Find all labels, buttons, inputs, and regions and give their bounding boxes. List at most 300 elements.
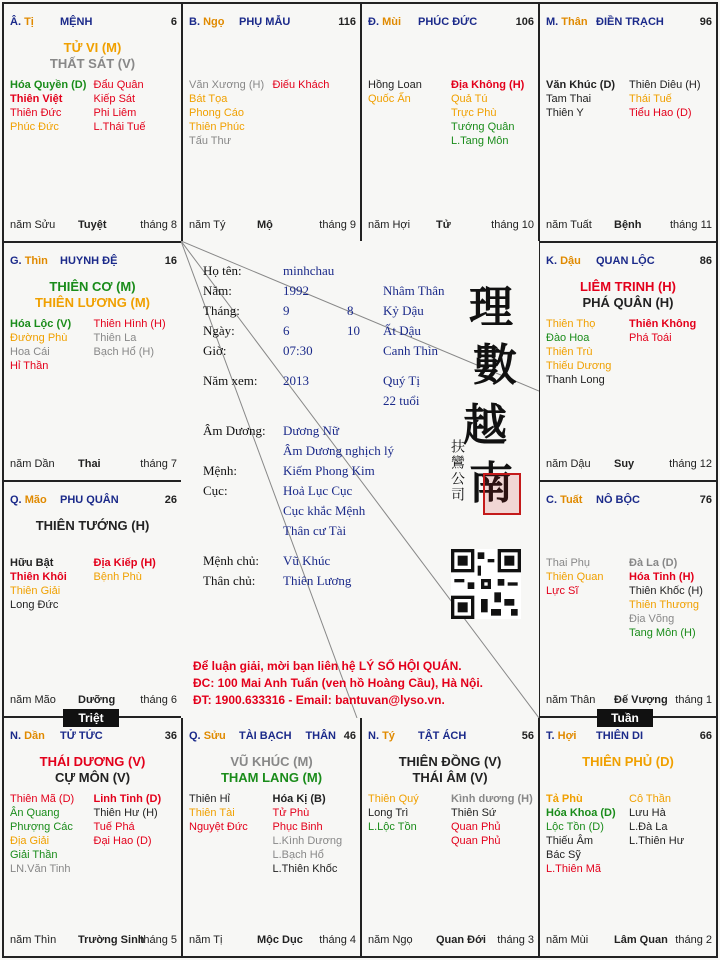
- star-column-left: [189, 792, 273, 876]
- star-column-right: [94, 78, 178, 134]
- footer-stage: Trường Sinh: [78, 934, 145, 946]
- footer-month: tháng 10: [491, 219, 534, 231]
- minor-star: Hóa Khoa (D): [546, 807, 616, 819]
- minor-star: Thiên Thương: [629, 599, 700, 611]
- minor-star: L.Tang Môn: [451, 135, 509, 147]
- minor-star: Tiểu Hao (D): [629, 107, 692, 119]
- calligraphy-char-4: 南: [469, 458, 513, 509]
- minor-star: Long Đức: [10, 599, 59, 611]
- palace-can: C.: [546, 494, 557, 506]
- minor-star: L.Thiên Khốc: [272, 863, 338, 875]
- palace-header: [189, 16, 356, 30]
- palace-chi: Tuất: [560, 494, 583, 506]
- month-lunar: 8: [347, 303, 354, 318]
- minor-star: Hóa Lộc (V): [10, 318, 72, 330]
- palace-header: [546, 494, 712, 508]
- palace-number: 56: [521, 730, 534, 742]
- main-star: THẤT SÁT (V): [49, 56, 136, 71]
- minor-star: Thiên Tài: [189, 807, 235, 819]
- minor-star: Thiên Quý: [368, 793, 419, 805]
- minor-star: Hóa Kị (B): [272, 793, 326, 805]
- palace-footer: [546, 694, 712, 708]
- minor-star: Long Trì: [368, 807, 409, 819]
- palace-name: TÀI BẠCH: [239, 730, 292, 742]
- day-canchi: Ất Dậu: [383, 323, 421, 338]
- star-column-left: [10, 792, 94, 876]
- palace-dau: [538, 241, 718, 482]
- minor-star: Quả Tú: [451, 93, 488, 105]
- minor-star: Đại Hao (D): [93, 835, 152, 847]
- minor-star: Thanh Long: [546, 374, 605, 386]
- star-column-left: [10, 317, 94, 373]
- minor-star: Kiếp Sát: [93, 93, 136, 105]
- than-marker: THÂN: [305, 730, 336, 742]
- star-column-right: [451, 792, 534, 848]
- minor-stars: [10, 792, 177, 876]
- minor-star: L.Bạch Hổ: [272, 849, 324, 861]
- minor-star: Thiên Quan: [546, 571, 604, 583]
- footer-year: năm Mùi: [546, 934, 589, 946]
- palace-than: [538, 2, 718, 243]
- minor-star: Giải Thần: [10, 849, 58, 861]
- contact-address: ĐC: 100 Mai Anh Tuấn (ven hồ Hoàng Cầu), Hà Nội.: [193, 676, 484, 690]
- minor-star: Thiên Sứ: [451, 807, 497, 819]
- cuc-note: Cục khắc Mệnh: [283, 503, 366, 518]
- palace-footer: [10, 458, 177, 472]
- palace-number: 116: [338, 16, 356, 28]
- minor-star: Lộc Tồn (D): [546, 821, 604, 833]
- star-column-left: [368, 78, 451, 148]
- name-label: Họ tên:: [203, 263, 242, 278]
- main-star: THÁI DƯƠNG (V): [39, 754, 146, 769]
- palace-header: [546, 16, 712, 30]
- minor-star: Tuế Phá: [93, 821, 135, 833]
- minor-star: LN.Văn Tinh: [10, 863, 71, 875]
- minor-star: Thiên Phúc: [189, 121, 245, 133]
- footer-year: năm Tuất: [546, 219, 592, 231]
- footer-stage: Quan Đới: [436, 934, 486, 946]
- minor-stars: [189, 78, 356, 148]
- palace-header: [10, 255, 177, 269]
- footer-year: năm Mão: [10, 694, 56, 706]
- minor-star: Địa Không (H): [451, 79, 525, 91]
- palace-chi: Hợi: [557, 730, 577, 742]
- minor-star: Nguyệt Đức: [189, 821, 248, 833]
- minor-star: Quan Phủ: [451, 835, 501, 847]
- footer-stage: Đế Vượng: [614, 694, 668, 706]
- amduong-note: Âm Dương nghịch lý: [283, 443, 395, 458]
- palace-number: 26: [164, 494, 177, 506]
- star-column-right: [451, 78, 534, 148]
- calligraphy-char-3: 越: [463, 400, 507, 451]
- footer-stage: Bệnh: [614, 219, 642, 231]
- palace-tuat: [538, 480, 718, 718]
- palace-name: HUYNH ĐỆ: [60, 255, 118, 267]
- main-star: THIÊN CƠ (M): [49, 279, 136, 294]
- palace-suu: [181, 716, 362, 958]
- minor-star: Linh Tinh (D): [93, 793, 162, 805]
- footer-stage: Dưỡng: [78, 694, 116, 706]
- palace-name: TẬT ÁCH: [418, 730, 467, 742]
- footer-stage: Mộ: [257, 219, 273, 231]
- palace-name: ĐIỀN TRẠCH: [596, 16, 664, 28]
- star-column-left: [546, 78, 629, 120]
- footer-month: tháng 1: [675, 694, 712, 706]
- month-label: Tháng:: [203, 303, 240, 318]
- palace-chi: Ngọ: [203, 16, 225, 28]
- minor-star: Phá Toái: [629, 332, 672, 344]
- footer-month: tháng 8: [140, 219, 177, 231]
- palace-number: 6: [170, 16, 177, 28]
- minor-star: Bạch Hổ (H): [93, 346, 155, 358]
- minor-star: Thiên Y: [546, 107, 584, 119]
- menh-value: Kiếm Phong Kim: [283, 463, 375, 478]
- minor-star: Đào Hoa: [546, 332, 590, 344]
- footer-year: năm Thân: [546, 694, 596, 706]
- minor-star: Đẩu Quân: [93, 79, 144, 91]
- minor-stars: [10, 78, 177, 134]
- minor-star: Tấu Thư: [189, 135, 232, 147]
- minor-star: Hoa Cái: [10, 346, 50, 358]
- minor-star: Phục Binh: [272, 821, 323, 833]
- footer-month: tháng 4: [319, 934, 356, 946]
- footer-stage: Tuyệt: [78, 219, 107, 231]
- minor-star: Thiên La: [93, 332, 137, 344]
- footer-year: năm Tị: [189, 934, 223, 946]
- minor-star: Phượng Các: [10, 821, 73, 833]
- minor-star: Thiên Việt: [10, 93, 63, 105]
- palace-header: [10, 730, 177, 744]
- star-column-right: [94, 317, 178, 373]
- amduong-value: Dương Nữ: [283, 423, 339, 438]
- menh-chu-label: Mệnh chủ:: [203, 553, 259, 568]
- star-column-right: [94, 556, 178, 612]
- palace-ty: [2, 2, 183, 243]
- minor-star: Thiếu Âm: [546, 835, 594, 847]
- palace-footer: [546, 219, 712, 233]
- minor-stars: [10, 317, 177, 373]
- palace-footer: [368, 934, 534, 948]
- palace-ngo: [181, 2, 362, 243]
- minor-star: L.Thiên Hư: [629, 835, 685, 847]
- palace-footer: [10, 219, 177, 233]
- main-star: PHÁ QUÂN (H): [582, 295, 674, 310]
- palace-can: N.: [368, 730, 379, 742]
- palace-can: M.: [546, 16, 559, 28]
- palace-can: Q.: [189, 730, 201, 742]
- tuan-badge: Tuần: [597, 709, 653, 727]
- calligraphy-char-2: 數: [473, 340, 517, 391]
- footer-month: tháng 9: [319, 219, 356, 231]
- main-star: THIÊN LƯƠNG (M): [34, 295, 151, 310]
- palace-can: G.: [10, 255, 22, 267]
- than-chu-label: Thân chủ:: [203, 573, 256, 588]
- minor-star: Tam Thai: [546, 93, 592, 105]
- minor-stars: [546, 78, 712, 120]
- footer-year: năm Tý: [189, 219, 226, 231]
- palace-number: 66: [699, 730, 712, 742]
- year-canchi: Nhâm Thân: [383, 283, 445, 298]
- footer-month: tháng 6: [140, 694, 177, 706]
- palace-thin: [2, 241, 183, 482]
- minor-star: Bệnh Phù: [93, 571, 142, 583]
- age: 22 tuổi: [383, 393, 420, 408]
- palace-footer: [189, 934, 356, 948]
- minor-star: Lực Sĩ: [546, 585, 579, 597]
- red-seal-icon: [483, 473, 521, 515]
- minor-star: Thiên Khôi: [10, 571, 67, 583]
- palace-header: [546, 255, 712, 269]
- palace-header: [10, 16, 177, 30]
- year-value: 1992: [283, 283, 309, 298]
- minor-star: Tang Môn (H): [629, 627, 696, 639]
- main-star: THIÊN PHỦ (D): [582, 754, 674, 769]
- main-star: VŨ KHÚC (M): [230, 754, 313, 769]
- minor-star: Trực Phù: [451, 107, 497, 119]
- palace-number: 106: [515, 16, 534, 28]
- star-column-left: [368, 792, 451, 848]
- star-column-left: [189, 78, 273, 148]
- star-column-right: [629, 792, 712, 876]
- main-star: TỬ VI (M): [63, 40, 122, 55]
- hour-label: Giờ:: [203, 343, 227, 358]
- minor-stars: [546, 317, 712, 387]
- hour-canchi: Canh Thìn: [383, 343, 439, 358]
- footer-stage: Thai: [78, 458, 101, 470]
- footer-year: năm Ngọ: [368, 934, 413, 946]
- than-cu-note: Thân cư Tài: [283, 523, 347, 538]
- minor-star: Thiên Mã (D): [10, 793, 75, 805]
- palace-chi: Thân: [561, 16, 588, 28]
- month-value: 9: [283, 303, 290, 318]
- palace-name: PHỤ MẪU: [239, 16, 291, 28]
- palace-name: THIÊN DI: [596, 730, 644, 742]
- footer-month: tháng 5: [140, 934, 177, 946]
- minor-star: Thiên Hư (H): [93, 807, 158, 819]
- palace-ty2: [360, 716, 540, 958]
- footer-stage: Mộc Dục: [257, 934, 303, 946]
- minor-star: Địa Giải: [10, 835, 50, 847]
- palace-chi: Sửu: [203, 730, 226, 742]
- minor-star: Tướng Quân: [451, 121, 515, 133]
- minor-stars: [368, 792, 534, 848]
- minor-star: Thiên Hỉ: [189, 793, 230, 805]
- cuc-label: Cục:: [203, 483, 228, 498]
- palace-dan: [2, 716, 183, 958]
- star-column-right: [629, 556, 712, 640]
- year-label: Năm:: [203, 283, 232, 298]
- triet-badge: Triệt: [63, 709, 119, 727]
- footer-year: năm Hợi: [368, 219, 411, 231]
- minor-stars: [546, 792, 712, 876]
- palace-header: [546, 730, 712, 744]
- main-star: THÁI ÂM (V): [412, 770, 488, 785]
- palace-mui: [360, 2, 540, 243]
- day-lunar: 10: [347, 323, 360, 338]
- palace-hoi: [538, 716, 718, 958]
- palace-number: 96: [699, 16, 712, 28]
- minor-star: Thiên Thọ: [546, 318, 596, 330]
- minor-star: Thiên Giải: [10, 585, 61, 597]
- cuc-value: Hoả Lục Cục: [283, 483, 353, 498]
- minor-star: Đà La (D): [629, 557, 678, 569]
- star-column-right: [629, 78, 712, 120]
- minor-star: Thiên Diêu (H): [629, 79, 701, 91]
- main-star: LIÊM TRINH (H): [579, 279, 677, 294]
- palace-chi: Mão: [24, 494, 47, 506]
- palace-can: K.: [546, 255, 557, 267]
- palace-name: MỆNH: [60, 16, 93, 28]
- minor-star: Quốc Ấn: [368, 93, 411, 105]
- contact-line-1: Để luận giải, mời bạn liên hệ LÝ SỐ HỘI QUÁN.: [193, 659, 462, 673]
- minor-star: Thiên Đức: [10, 107, 62, 119]
- main-star: THAM LANG (M): [220, 770, 323, 785]
- minor-star: Phi Liêm: [93, 107, 137, 119]
- minor-star: Tả Phù: [546, 793, 583, 805]
- star-column-right: [629, 317, 712, 387]
- star-column-right: [273, 78, 357, 148]
- minor-star: Thiên Trù: [546, 346, 593, 358]
- minor-star: Phúc Đức: [10, 121, 59, 133]
- main-star: CỰ MÔN (V): [54, 770, 131, 785]
- minor-star: Tử Phù: [272, 807, 310, 819]
- footer-year: năm Sửu: [10, 219, 56, 231]
- palace-header: [368, 730, 534, 744]
- palace-name: QUAN LỘC: [596, 255, 655, 267]
- day-label: Ngày:: [203, 323, 235, 338]
- view-year-label: Năm xem:: [203, 373, 258, 388]
- month-canchi: Kỷ Dậu: [383, 303, 424, 318]
- minor-star: L.Đà La: [629, 821, 668, 833]
- minor-star: Phong Cáo: [189, 107, 245, 119]
- minor-star: Địa Kiếp (H): [93, 557, 156, 569]
- minor-star: Địa Võng: [629, 613, 675, 625]
- main-star: THIÊN TƯỚNG (H): [35, 518, 150, 533]
- footer-month: tháng 3: [497, 934, 534, 946]
- palace-can: Â.: [10, 16, 21, 28]
- view-year-value: 2013: [283, 373, 309, 388]
- minor-star: Thiên Khốc (H): [629, 585, 703, 597]
- palace-number: 86: [699, 255, 712, 267]
- palace-number: 76: [699, 494, 712, 506]
- footer-stage: Suy: [614, 458, 635, 470]
- palace-header: [368, 16, 534, 30]
- minor-star: Hồng Loan: [368, 79, 422, 91]
- palace-can: T.: [546, 730, 555, 742]
- view-year-canchi: Quý Tị: [383, 373, 420, 388]
- palace-footer: [189, 219, 356, 233]
- palace-mao: [2, 480, 183, 718]
- star-column-left: [10, 78, 94, 134]
- minor-star: L.Thái Tuế: [93, 121, 146, 133]
- palace-name: PHU QUÂN: [60, 494, 119, 506]
- palace-header: [10, 494, 177, 508]
- name-value: minhchau: [283, 263, 335, 278]
- star-column-left: [546, 317, 629, 387]
- minor-star: Thái Tuế: [629, 93, 672, 105]
- minor-star: Bát Tọa: [189, 93, 228, 105]
- palace-chi: Mùi: [382, 16, 402, 28]
- palace-can: N.: [10, 730, 21, 742]
- palace-chi: Thìn: [24, 255, 48, 267]
- palace-can: B.: [189, 16, 200, 28]
- main-star: THIÊN ĐỒNG (V): [398, 754, 502, 769]
- minor-star: Bác Sỹ: [546, 849, 581, 861]
- star-column-left: [10, 556, 94, 612]
- palace-footer: [10, 934, 177, 948]
- minor-star: Hóa Quyền (D): [10, 79, 87, 91]
- palace-can: Đ.: [368, 16, 379, 28]
- minor-stars: [546, 556, 712, 640]
- footer-stage: Lâm Quan: [614, 934, 668, 946]
- star-column-right: [94, 792, 178, 876]
- palace-name: PHÚC ĐỨC: [418, 16, 478, 28]
- palace-footer: [546, 458, 712, 472]
- minor-stars: [10, 556, 177, 612]
- contact-phone-email: ĐT: 1900.633316 - Email: bantuvan@lyso.vn.: [193, 693, 445, 707]
- than-chu-value: Thiên Lương: [283, 573, 352, 588]
- palace-header: [189, 730, 356, 744]
- palace-footer: [368, 219, 534, 233]
- minor-star: L.Lộc Tồn: [368, 821, 417, 833]
- footer-month: tháng 11: [669, 219, 712, 231]
- minor-star: Thai Phụ: [546, 557, 591, 569]
- palace-name: NÔ BỘC: [596, 494, 640, 506]
- palace-number: 16: [164, 255, 177, 267]
- minor-star: Đường Phù: [10, 332, 68, 344]
- day-value: 6: [283, 323, 290, 338]
- minor-star: Kình dương (H): [451, 793, 533, 805]
- minor-star: L.Thiên Mã: [546, 863, 602, 875]
- minor-star: Lưu Hà: [629, 807, 666, 819]
- palace-name: TỬ TỨC: [60, 730, 103, 742]
- star-column-left: [546, 792, 629, 876]
- footer-month: tháng 2: [675, 934, 712, 946]
- minor-star: Thiên Không: [629, 318, 697, 330]
- minor-star: Cô Thần: [629, 793, 671, 805]
- palace-number: 36: [164, 730, 177, 742]
- palace-footer: [10, 694, 177, 708]
- hour-value: 07:30: [283, 343, 313, 358]
- footer-month: tháng 12: [669, 458, 712, 470]
- minor-star: Thiếu Dương: [546, 360, 612, 372]
- menh-chu-value: Vũ Khúc: [283, 553, 331, 568]
- calligraphy-small: 扶鸞公司: [449, 439, 465, 503]
- palace-can: Q.: [10, 494, 22, 506]
- palace-chi: Dần: [24, 730, 45, 742]
- minor-star: Văn Khúc (D): [546, 79, 616, 91]
- minor-stars: [189, 792, 356, 876]
- star-column-left: [546, 556, 629, 640]
- footer-year: năm Dần: [10, 458, 55, 470]
- minor-star: L.Kình Dương: [272, 835, 343, 847]
- palace-number: 46: [343, 730, 356, 742]
- footer-year: năm Dậu: [546, 458, 591, 470]
- palace-footer: [546, 934, 712, 948]
- minor-star: Ân Quang: [10, 807, 60, 819]
- calligraphy-char-1: 理: [469, 282, 513, 333]
- minor-stars: [368, 78, 534, 148]
- palace-chi: Tị: [24, 16, 34, 28]
- amduong-label: Âm Dương:: [203, 423, 266, 438]
- minor-star: Hỉ Thần: [10, 360, 49, 372]
- minor-star: Điếu Khách: [272, 79, 330, 91]
- minor-star: Quan Phủ: [451, 821, 501, 833]
- qr-code-icon[interactable]: [451, 549, 521, 619]
- center-info-panel: [181, 241, 539, 718]
- star-column-right: [273, 792, 357, 876]
- minor-star: Văn Xương (H): [189, 79, 265, 91]
